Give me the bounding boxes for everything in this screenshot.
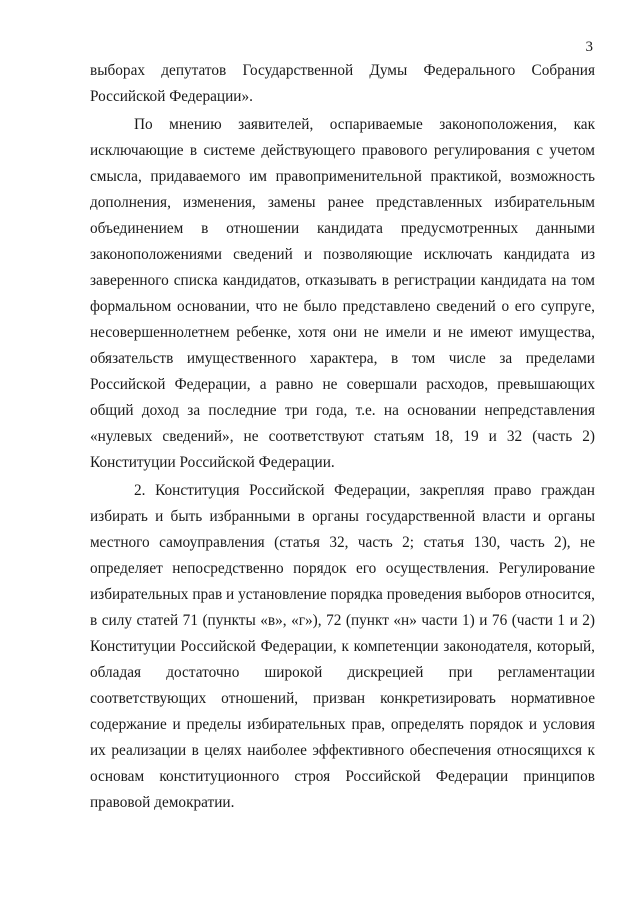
- paragraph-applicants-opinion: По мнению заявителей, оспариваемые законоположения, как исключающие в системе действующего правового регулирования с учетом смысла, придаваемого им правоприменительной практикой, возможность дополнения, изменения, замены ранее представленных избирательным объединением в отношении кандидата предусмотренных данными законоположениями сведений и позволяющие исключать кандидата из заверенного списка кандидатов, отказывать в регистрации кандидата на том формальном основании, что не было представлено сведений о его супруге, несовершеннолетнем ребенке, хотя они не имели и не имеют имущества, обязательств имущественного характера, в том числе за пределами Российской Федерации, а равно не совершали расходов, превышающих общий доход за последние три года, т.е. на основании непредставления «нулевых сведений», не соответствуют статьям 18, 19 и 32 (часть 2) Конституции Российской Федерации.: [90, 116, 595, 471]
- paragraph-continuation: выборах депутатов Государственной Думы Федерального Собрания Российской Федерации».: [90, 62, 595, 105]
- document-body: [90, 58, 595, 816]
- page-number: 3: [585, 39, 593, 55]
- paragraph-constitution-point-2: 2. Конституция Российской Федерации, закрепляя право граждан избирать и быть избранными в органы государственной власти и органы местного самоуправления (статья 32, часть 2; статья 130, часть 2), не определяет непосредственно порядок его осуществления. Регулирование избирательных прав и установление порядка проведения выборов относится, в силу статей 71 (пункты «в», «г»), 72 (пункт «н» части 1) и 76 (части 1 и 2) Конституции Российской Федерации, к компетенции законодателя, который, обладая достаточно широкой дискрецией при регламентации соответствующих отношений, призван конкретизировать нормативное содержание и пределы избирательных прав, определять порядок и условия их реализации в целях наиболее эффективного обеспечения относящихся к основам конституционного строя Российской Федерации принципов правовой демократии.: [90, 482, 595, 811]
